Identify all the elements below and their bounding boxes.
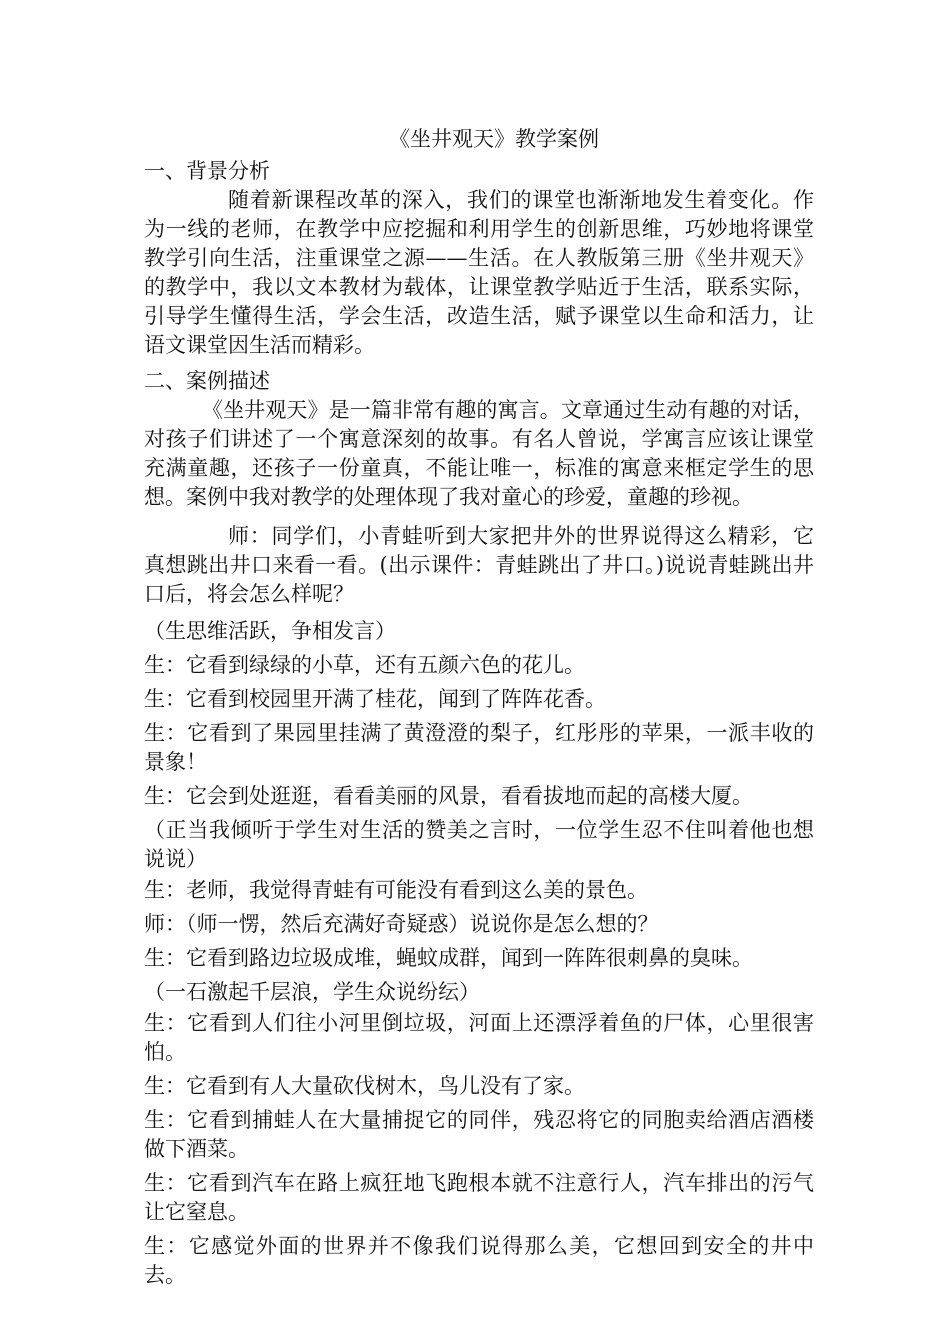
dialogue-line: （一石激起千层浪，学生众说纷纭） <box>144 980 480 1004</box>
dialogue-line: 生：它看到汽车在路上疯狂地飞跑根本就不注意行人，汽车排出的污气让它窒息。 <box>144 1171 814 1224</box>
dialogue-line: 生：老师，我觉得青蛙有可能没有看到这么美的景色。 <box>144 878 648 902</box>
dialogue-line: （生思维活跃，争相发言） <box>144 619 396 643</box>
dialogue-line: 师：（师一愣，然后充满好奇疑惑）说说你是怎么想的？ <box>144 912 659 936</box>
background-paragraph: 随着新课程改革的深入，我们的课堂也渐渐地发生着变化。作为一线的老师，在教学中应挖掘和利用学生的创新思维，巧妙地将课堂教学引向生活，注重课堂之源——生活。在人教版第三册《坐井观天》的教学中，我以文本教材为载体，让课堂教学贴近于生活，联系实际，引导学生懂得生活，学会生活，改造生活，赋予课堂以生命和活力，让语文课堂因生活而精彩。 <box>144 188 814 357</box>
teacher-prompt-paragraph: 师：同学们，小青蛙听到大家把井外的世界说得这么精彩，它真想跳出井口来看一看。(出示课件：青蛙跳出了井口。)说说青蛙跳出井口后，将会怎么样呢？ <box>144 524 814 606</box>
dialogue-line: 生：它看到绿绿的小草，还有五颜六色的花儿。 <box>144 653 585 677</box>
dialogue-line: 生：它看到有人大量砍伐树木，鸟儿没有了家。 <box>144 1074 585 1098</box>
document-title: 《坐井观天》教学案例 <box>389 127 599 151</box>
dialogue-line: 生：它看到校园里开满了桂花，闻到了阵阵花香。 <box>144 687 606 711</box>
dialogue-line: 生：它看到捕蛙人在大量捕捉它的同伴，残忍将它的同胞卖给酒店酒楼做下酒菜。 <box>144 1108 814 1161</box>
dialogue-line: 生：它感觉外面的世界并不像我们说得那么美，它想回到安全的井中去。 <box>144 1234 814 1287</box>
dialogue-line: 生：它会到处逛逛，看看美丽的风景，看看拔地而起的高楼大厦。 <box>144 784 753 808</box>
dialogue-line: 生：它看到路边垃圾成堆，蝇蚊成群，闻到一阵阵很刺鼻的臭味。 <box>144 946 753 970</box>
dialogue-list <box>144 617 814 1290</box>
dialogue-line: 生：它看到了果园里挂满了黄澄澄的梨子，红彤彤的苹果，一派丰收的景象！ <box>144 721 814 774</box>
document-page <box>144 124 814 1295</box>
dialogue-line: 生：它看到人们往小河里倒垃圾，河面上还漂浮着鱼的尸体，心里很害怕。 <box>144 1011 814 1064</box>
dialogue-line: （正当我倾听于学生对生活的赞美之言时，一位学生忍不住叫着他也想说说） <box>144 818 814 871</box>
section-heading-background: 一、背景分析 <box>144 159 270 183</box>
section-heading-case: 二、案例描述 <box>144 369 270 393</box>
case-intro-paragraph: 《坐井观天》是一篇非常有趣的寓言。文章通过生动有趣的对话，对孩子们讲述了一个寓意深刻的故事。有名人曾说，学寓言应该让课堂充满童趣，还孩子一份童真，不能让唯一，标准的寓意来框定学生的思想。案例中我对教学的处理体现了我对童心的珍爱，童趣的珍视。 <box>144 398 814 509</box>
